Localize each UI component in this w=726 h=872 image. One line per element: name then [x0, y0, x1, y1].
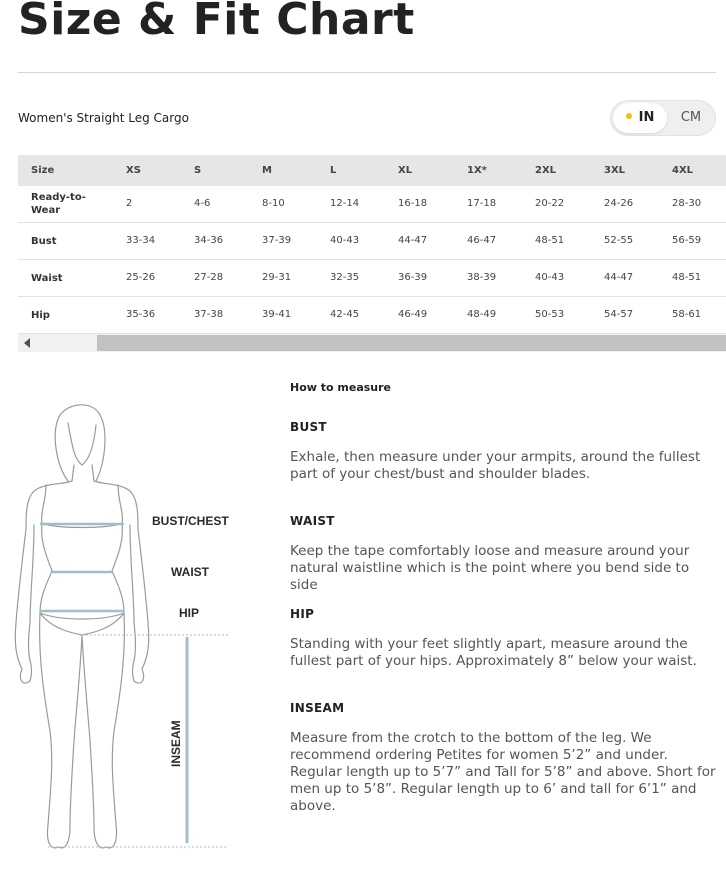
- hip-heading: HIP: [290, 607, 315, 621]
- unit-option-cm-label: CM: [680, 110, 702, 125]
- horizontal-scrollbar[interactable]: [18, 334, 726, 352]
- table-cell: 39-41: [262, 309, 292, 320]
- table-cell: 46-47: [467, 235, 497, 246]
- column-header-2xl: 2XL: [535, 165, 557, 176]
- scroll-left-arrow-icon[interactable]: [24, 338, 30, 348]
- table-cell: 29-31: [262, 272, 292, 283]
- how-to-measure-title: How to measure: [290, 381, 392, 394]
- table-cell: 37-38: [194, 309, 224, 320]
- column-header-l: L: [330, 165, 337, 176]
- waist-heading: WAIST: [290, 514, 335, 528]
- table-cell: 34-36: [194, 235, 224, 246]
- inseam-label: INSEAM: [169, 720, 183, 767]
- bust-heading: BUST: [290, 420, 327, 434]
- table-cell: 36-39: [398, 272, 428, 283]
- table-row: [18, 297, 726, 334]
- table-cell: 50-53: [535, 309, 565, 320]
- table-cell: 35-36: [126, 309, 156, 320]
- table-cell: 44-47: [398, 235, 428, 246]
- column-header-s: S: [194, 165, 202, 176]
- bust-description: Exhale, then measure under your armpits, around the fullest part of your chest/bust and shoulder blades.: [290, 449, 701, 482]
- hip-description: Standing with your feet slightly apart, measure around the fullest part of your hips. Approximately 8” below your waist.: [290, 636, 697, 669]
- table-row: [18, 260, 726, 297]
- table-cell: 2: [126, 198, 133, 209]
- column-header-3xl: 3XL: [604, 165, 626, 176]
- table-cell: 48-51: [672, 272, 702, 283]
- table-cell: 25-26: [126, 272, 156, 283]
- table-cell: 42-45: [330, 309, 360, 320]
- table-cell: 8-10: [262, 198, 285, 209]
- table-cell: 37-39: [262, 235, 292, 246]
- unit-option-cm[interactable]: [667, 103, 715, 133]
- column-header-4xl: 4XL: [672, 165, 694, 176]
- table-row: [18, 223, 726, 260]
- table-cell: 56-59: [672, 235, 702, 246]
- column-header-xl: XL: [398, 165, 413, 176]
- table-cell: 44-47: [604, 272, 634, 283]
- table-cell: 40-43: [535, 272, 565, 283]
- page-title: Size & Fit Chart: [18, 0, 415, 45]
- table-cell: 20-22: [535, 198, 565, 209]
- guide-lines: [48, 635, 228, 847]
- table-cell: 24-26: [604, 198, 634, 209]
- table-cell: 46-49: [398, 309, 428, 320]
- table-cell: 54-57: [604, 309, 634, 320]
- row-label-waist: Waist: [31, 273, 63, 284]
- row-label-hip: Hip: [31, 310, 50, 321]
- size-table-scroll-container[interactable]: [18, 155, 726, 352]
- row-label-ready-to-wear: Ready-to-Wear: [31, 192, 86, 216]
- inseam-description: Measure from the crotch to the bottom of the leg. We recommend ordering Petites for women 5’2” and under. Regular length up to 5’7” and Tall for 5’8” and above. Short for men up to 5’8”. Regular length up to 6’ and tall for 6’1” and above.: [290, 730, 716, 814]
- table-cell: 48-51: [535, 235, 565, 246]
- hip-label: HIP: [179, 606, 200, 620]
- table-cell: 28-30: [672, 198, 702, 209]
- table-cell: 38-39: [467, 272, 497, 283]
- table-header-row: [18, 155, 726, 186]
- bust-chest-label: BUST/CHEST: [152, 514, 229, 528]
- table-cell: 33-34: [126, 235, 156, 246]
- column-header-m: M: [262, 165, 272, 176]
- table-cell: 32-35: [330, 272, 360, 283]
- row-label-bust: Bust: [31, 236, 57, 247]
- body-outline: [15, 405, 149, 848]
- table-cell: 58-61: [672, 309, 702, 320]
- inseam-heading: INSEAM: [290, 701, 345, 715]
- column-header-size: Size: [31, 165, 55, 176]
- unit-option-in-label: IN: [638, 110, 655, 125]
- unit-option-in[interactable]: [613, 103, 667, 133]
- table-cell: 27-28: [194, 272, 224, 283]
- table-row: [18, 186, 726, 223]
- unit-toggle[interactable]: [610, 100, 716, 136]
- table-cell: 17-18: [467, 198, 497, 209]
- table-cell: 16-18: [398, 198, 428, 209]
- body-measurement-figure: [0, 395, 260, 865]
- title-divider: [18, 72, 716, 73]
- product-name: Women's Straight Leg Cargo: [18, 111, 189, 125]
- table-cell: 40-43: [330, 235, 360, 246]
- column-header-1x: 1X*: [467, 165, 487, 176]
- waist-description: Keep the tape comfortably loose and measure around your natural waistline which is the point where you bend side to side: [290, 543, 690, 593]
- table-cell: 52-55: [604, 235, 634, 246]
- scrollbar-thumb[interactable]: [97, 335, 726, 351]
- active-indicator-dot: [626, 113, 632, 119]
- column-header-xs: XS: [126, 165, 141, 176]
- waist-label: WAIST: [171, 565, 209, 579]
- table-cell: 4-6: [194, 198, 211, 209]
- table-cell: 48-49: [467, 309, 497, 320]
- table-cell: 12-14: [330, 198, 360, 209]
